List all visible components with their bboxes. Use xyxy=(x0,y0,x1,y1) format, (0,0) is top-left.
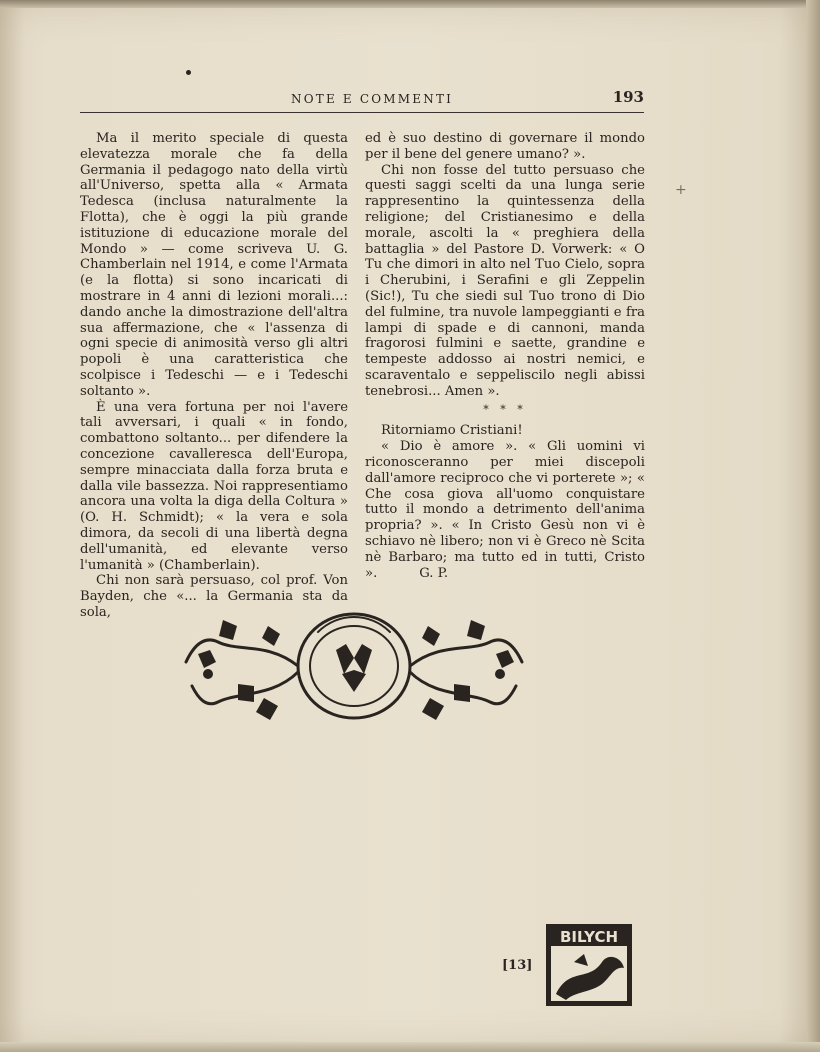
paragraph: Chi non sarà persuaso, col prof. Von Bayden, che «... la Germania sta da sola, xyxy=(80,573,348,620)
pencil-mark: + xyxy=(675,182,687,198)
page-top-edge xyxy=(0,0,820,8)
page-right-edge xyxy=(806,0,820,1052)
floral-vignette-icon xyxy=(178,602,530,730)
running-head xyxy=(80,88,644,113)
left-column xyxy=(80,131,348,621)
section-separator: * * * xyxy=(483,402,527,416)
author-signature: G. P. xyxy=(419,565,449,581)
paragraph: Chi non fosse del tutto persuaso che questi saggi scelti da una lunga serie rappresentino la quintessenza della religione; del Cristianesimo e della morale, ascolti la « preghiera della battaglia » del Pastore D. Vorwerk: « O Tu che dimori in alto nel Tuo Cielo, sopra i Cherubini, i Serafini e gli Zeppelin (Sic!), Tu che siedi sul Tuo trono di Dio del fulmine, tra nuvole lampeggianti e fra lampi di spade e di cannoni, manda fragorosi fulmini e saette, grandine e tempeste addosso ai nostri nemici, e scaraventalo e seppeliscilo negli abissi tenebrosi... Amen ». xyxy=(365,162,645,399)
page-number: 193 xyxy=(612,88,644,106)
ink-speck xyxy=(186,70,191,75)
running-title: NOTE E COMMENTI xyxy=(291,92,454,106)
closing-text: « Dio è amore ». « Gli uomini vi riconosceranno per miei discepoli dall'amore reciproco che vi porterete »; « Che cosa giova all'uomo conquistare tutto il mondo a detrimento dell'anima propria? ». « In Cristo Gesù non vi è schiavo nè libero; non vi è Greco nè Scita nè Barbaro; ma tutto ed in tutti, Cristo ». xyxy=(365,439,645,581)
stamp-text: BILYCH xyxy=(559,928,619,946)
plate-number: [13] xyxy=(502,958,533,973)
library-stamp-icon xyxy=(544,922,634,1008)
paragraph: Ma il merito speciale di questa elevatezza morale che fa della Germania il pedagogo nato della virtù all'Universo, spetta alla « Armata Tedesca (inclusa naturalmente la Flotta), che è oggi la più grande istituzione di educazione morale del Mondo » — come scriveva U. G. Chamberlain nel 1914, e come l'Armata (e la flotta) si sono incaricati di mostrare in 4 anni di lezioni morali...: dando anche la dimostrazione dell'altra sua affermazione, che « l'assenza di ogni specie di animosità verso gli altri popoli è una caratteristica che scolpisce i Tedeschi — e i Tedeschi soltanto ». xyxy=(80,131,348,399)
page-bottom-edge xyxy=(0,1042,820,1052)
paragraph: È una vera fortuna per noi l'avere tali avversari, i quali « in fondo, combattono soltanto... per difendere la concezione cavalleresca dell'Europa, sempre minacciata dalla forza bruta e dalla vile bassezza. Noi rappresentiamo ancora una volta la diga della Coltura » (O. H. Schmidt); « la vera e sola dimora, da secoli di una libertà degna dell'umanità, ed elevante verso l'umanità » (Chamberlain). xyxy=(80,399,348,573)
paragraph xyxy=(365,439,645,581)
right-column xyxy=(365,131,645,581)
paragraph: ed è suo destino di governare il mondo per il bene del genere umano? ». xyxy=(365,131,645,162)
section-heading: Ritorniamo Cristiani! xyxy=(381,423,523,439)
